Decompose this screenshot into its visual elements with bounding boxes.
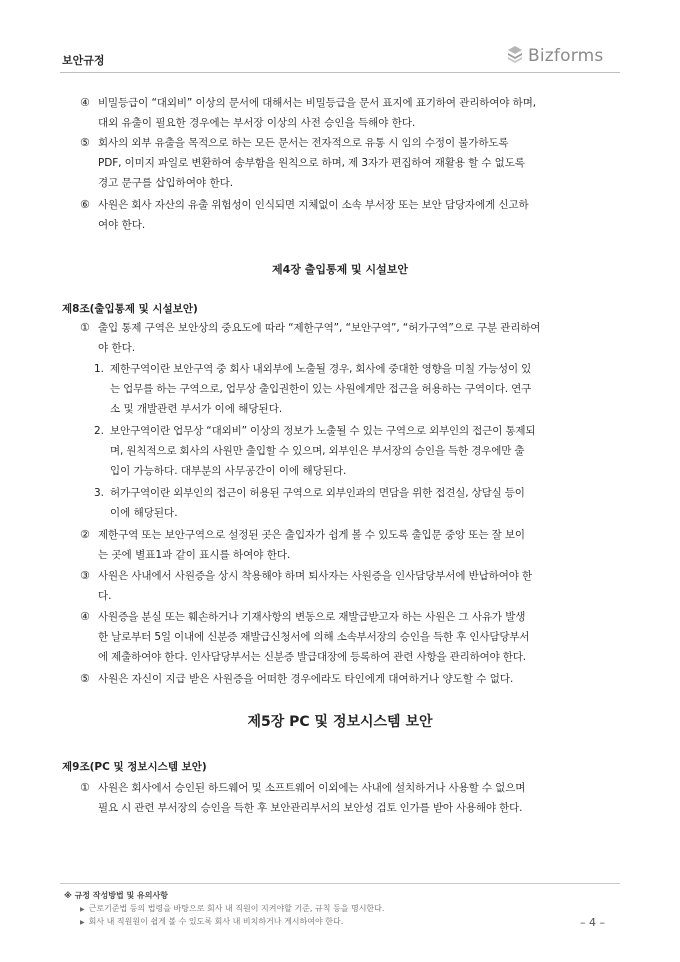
text-line: 필요 시 관련 부서장의 승인을 득한 후 보안관리부서의 보안성 검토 인가를 받아 사용해야 한다. [98,802,523,814]
header-divider [60,72,620,73]
text-line: 대외 유출이 필요한 경우에는 부서장 이상의 사전 승인을 득해야 한다. [98,117,416,129]
item-marker: ④ [80,610,90,623]
text-line: 사원은 회사에서 승인된 하드웨어 및 소프트웨어 이외에는 사내에 설치하거나 사용할 수 없으며 [98,782,526,794]
footer-note-text: 회사 내 직원원이 쉽게 볼 수 있도록 회사 내 비치하거나 게시하여야 한다. [88,917,344,926]
footer-note [80,916,343,927]
text-line: 며, 원칙적으로 회사의 사원만 출입할 수 있으며, 외부인은 부서장의 승인을 득한 경우에만 출 [110,445,525,457]
brand-name: Bizforms [528,46,604,66]
item-marker: ② [80,528,90,541]
item-marker: ⑤ [80,136,90,149]
item-marker: ④ [80,96,90,109]
text-line: 출입 통제 구역은 보안상의 중요도에 따라 “제한구역”, “보안구역”, “허가구역”으로 구분 관리하여 [98,322,541,334]
triangle-bullet-icon: ▶ [80,919,85,926]
triangle-bullet-icon: ▶ [80,906,85,913]
article-9-title: 제9조(PC 및 정보시스템 보안) [62,761,207,773]
footer-divider [60,883,620,884]
text-line: 제한구역 또는 보안구역으로 설정된 곳은 출입자가 쉽게 볼 수 있도록 출입문 중앙 또는 잘 보이 [98,529,525,541]
document-header-title: 보안규정 [62,54,105,67]
page-number: – 4 – [580,916,605,929]
brand-logo [506,44,603,68]
footer-note [80,903,384,914]
text-line: 는 곳에 별표1과 같이 표시를 하여야 한다. [98,549,291,561]
item-marker: ⑥ [80,198,90,211]
text-line: 사원은 자신이 지급 받은 사원증을 어떠한 경우에라도 타인에게 대여하거나 양도할 수 없다. [98,673,514,685]
sub-item-marker: 3. [94,487,105,499]
text-line: 제한구역이란 보안구역 중 회사 내외부에 노출될 경우, 회사에 중대한 영향을 미칠 가능성이 있 [110,363,532,375]
item-marker: ① [80,781,90,794]
item-marker: ③ [80,569,90,582]
footer-note-text: 근로기준법 등의 법령을 바탕으로 회사 내 직원이 지켜야할 기준, 규칙 등을 명시한다. [88,904,385,913]
text-line: 에 제출하여야 한다. 인사담당부서는 신분증 발급대장에 등록하여 관련 사항을 관리하여야 한다. [98,651,526,663]
text-line: 사원은 사내에서 사원증을 상시 착용해야 하며 퇴사자는 사원증을 인사담당부서에 반납하여야 한 [98,570,533,582]
text-line: 경고 문구를 삽입하여야 한다. [98,177,234,189]
sub-item-marker: 1. [94,363,105,375]
sub-item-marker: 2. [94,425,105,437]
text-line: 다. [98,590,112,602]
article-8-title: 제8조(출입통제 및 시설보안) [62,303,198,315]
text-line: 여야 한다. [98,219,146,231]
bizforms-logo-icon [506,45,524,67]
text-line: 보안구역이란 업무상 “대외비” 이상의 정보가 노출될 수 있는 구역으로 외부인의 접근이 통제되 [110,425,536,437]
item-marker: ① [80,321,90,334]
footer-notes-title: ※ 규정 작성방법 및 유의사항 [64,891,168,900]
chapter-4-heading: 제4장 출입통제 및 시설보안 [271,263,409,276]
item-marker: ⑤ [80,672,90,685]
text-line: 는 업무를 하는 구역으로, 업무상 출입권한이 있는 사원에게만 접근을 허용하는 구역이다. 연구 [110,383,532,395]
text-line: 이에 해당된다. [110,507,178,519]
chapter-5-heading: 제5장 PC 및 정보시스템 보안 [247,714,433,730]
text-line: 야 한다. [98,342,136,354]
text-line: 사원증을 분실 또는 훼손하거나 기재사항의 변동으로 재발급받고자 하는 사원은 그 사유가 발생 [98,611,526,623]
text-line: 한 날로부터 5일 이내에 신분증 재발급신청서에 의해 소속부서장의 승인을 득한 후 인사담당부서 [98,631,530,643]
text-line: 허가구역이란 외부인의 접근이 허용된 구역으로 외부인과의 면담을 위한 접견실, 상담실 등이 [110,487,525,499]
text-line: 입이 가능하다. 대부분의 사무공간이 이에 해당된다. [110,465,347,477]
text-line: 비밀등급이 “대외비” 이상의 문서에 대해서는 비밀등급을 문서 표지에 표기하여 관리하여야 하며, [98,97,536,109]
text-line: 소 및 개발관련 부서가 이에 해당된다. [110,403,283,415]
text-line: PDF, 이미지 파일로 변환하여 송부함을 원칙으로 하며, 제 3자가 편집하여 재활용 할 수 없도록 [98,157,525,169]
text-line: 회사의 외부 유출을 목적으로 하는 모든 문서는 전자적으로 유통 시 임의 수정이 불가하도록 [98,137,509,149]
text-line: 사원은 회사 자산의 유출 위험성이 인식되면 지체없이 소속 부서장 또는 보안 담당자에게 신고하 [98,199,529,211]
